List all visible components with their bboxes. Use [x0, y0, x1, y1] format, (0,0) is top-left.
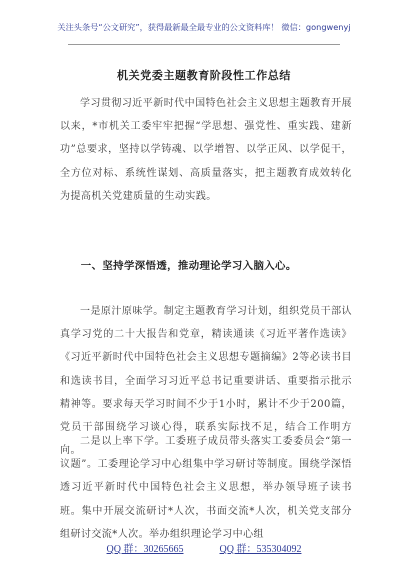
- header-banner: 关注头条号“公文研究”，获得最新最全最专业的公文资料库！ 微信：gongwenyj: [57, 22, 351, 32]
- body-paragraph: 二是以上率下学。工委班子成员带头落实工委委员会“第一议题”。工委理论学习中心组集中学习研讨等制度。围绕学深悟透习近平新时代中国特色社会主义思想，举办领导班子读书班。集中开展交流研讨*人次，书面交流*人次，机关党支部分组研讨交流*人次。举办组织理论学习中心组: [60, 436, 352, 540]
- header-divider: [68, 44, 340, 45]
- footer: [0, 540, 408, 555]
- body-paragraph: 一是原汁原味学。制定主题教育学习计划，组织党员干部认真学习党的二十大报告和党章，精读通读《习近平著作选读》《习近平新时代中国特色社会主义思想专题摘编》2等必读书目和选读书目，全面学习习近平总书记重要讲话、重要指示批示精神等。要求每天学习时间不少于1小时，累计不少于200篇，党员干部围绕学习谈心得，联系实际找不足，结合工作明方向。: [60, 306, 352, 457]
- footer-qq-group-2: QQ 群：535304092: [219, 544, 302, 555]
- footer-qq-group-1: QQ 群：30265665: [106, 544, 184, 555]
- document-title: 机关党委主题教育阶段性工作总结: [117, 69, 291, 82]
- intro-paragraph: 学习贯彻习近平新时代中国特色社会主义思想主题教育开展以来，*市机关工委牢牢把握“学思想、强党性、重实践、建新功”总要求，坚持以学铸魂、以学增智、以学正风、以学促干，全方位对标、系统性谋划、高质量落实，把主题教育成效转化为提高机关党建质量的生动实践。: [60, 98, 352, 202]
- section-heading: 一、坚持学深悟透，推动理论学习入脑入心。: [80, 260, 297, 272]
